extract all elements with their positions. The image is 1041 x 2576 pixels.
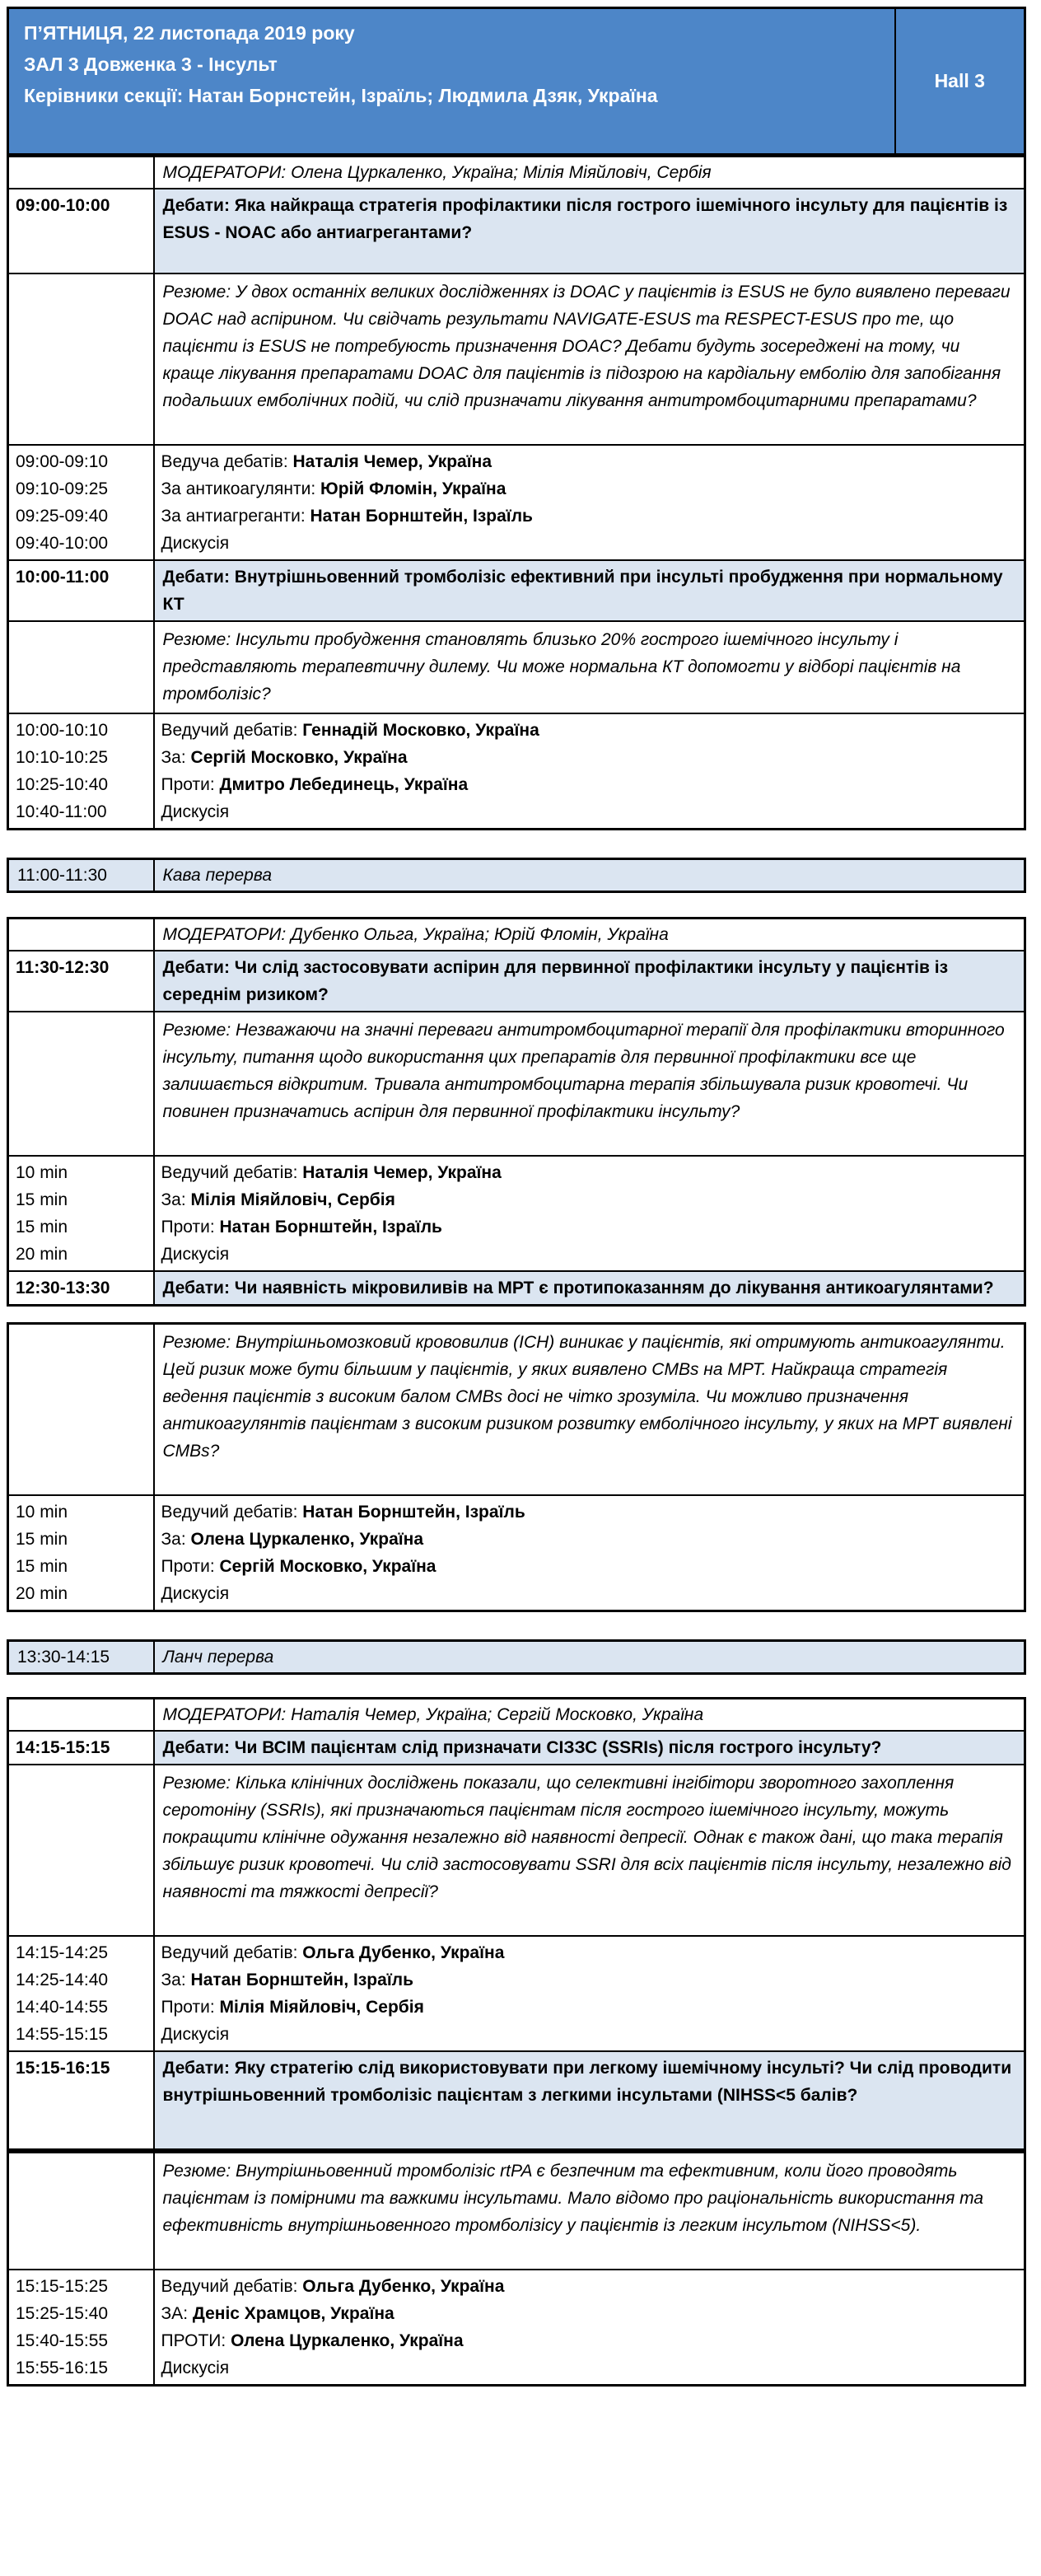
speaker-name: Мілія Міяйловіч, Сербія: [190, 1190, 395, 1209]
speakers-row: [8, 713, 1025, 830]
debate-title: Дебати: Чи слід застосовувати аспірин для первинної профілактики інсульту у пацієнтів із середнім ризиком?: [154, 951, 1025, 1012]
lunch-break-table: [7, 1639, 1026, 1675]
session-table-mrt-debate: [7, 1322, 1026, 1612]
speaker-time: 10 min: [16, 1162, 68, 1182]
speaker-name: Деніс Храмцов, Україна: [192, 2303, 394, 2323]
speaker-time: 10:10-10:25: [16, 747, 109, 767]
resume-text: Резюме: Інсульти пробудження становлять близько 20% гострого ішемічного інсульту і представляють терапевтичну дилему. Чи може нормальна КТ допомогти у відборі пацієнтів на тромболізіс?: [154, 621, 1025, 713]
speakers-row: [8, 2270, 1025, 2386]
speaker-role: ЗА:: [161, 2303, 193, 2323]
speaker-line: [161, 798, 1018, 825]
time-cell: [8, 1012, 154, 1156]
moderators-row: [8, 156, 1025, 189]
debate-time: 11:30-12:30: [8, 951, 154, 1012]
break-label: Ланч перерва: [154, 1640, 1025, 1673]
resume-text: Резюме: У двох останніх великих дослідженнях із DOAC у пацієнтів із ESUS не було виявлено переваги DOAC над аспірином. Чи свідчать результати NAVIGATE-ESUS та RESPECT-ESUS про те, що пацієнти із ESUS не потребуюсть призначення DOAC? Дебати будуть зосереджені на тому, чи краще лікування препаратами DOAC для пацієнтів із підозрою на кардіальну емболію для запобігання подальших емболічних подій, чи слід призначати лікування антитромбоцитарними препаратами?: [154, 273, 1025, 445]
time-cell: [8, 1765, 154, 1936]
session-table-afternoon: [7, 1697, 1026, 2151]
header-row: [8, 8, 1025, 154]
speaker-times: [8, 2270, 154, 2386]
speaker-line: [161, 1553, 1018, 1580]
speaker-time: 14:55-15:15: [16, 2024, 109, 2044]
speaker-time: 10:40-11:00: [16, 802, 107, 821]
debate-row: [8, 1271, 1025, 1306]
speaker-time: 14:15-14:25: [16, 1943, 109, 1962]
speaker-time: 15 min: [16, 1190, 68, 1209]
speaker-line: [161, 717, 1018, 744]
speaker-times: [8, 445, 154, 560]
resume-row: [8, 1012, 1025, 1156]
debate-title: Дебати: Чи наявність мікровиливів на МРТ є протипоказанням до лікування антикоагулянтами?: [154, 1271, 1025, 1306]
spacer: [7, 830, 1033, 858]
debate-row: [8, 951, 1025, 1012]
speaker-lines: [154, 713, 1025, 830]
time-cell: [8, 621, 154, 713]
speaker-name: Натан Борнштейн, Ізраїль: [310, 506, 533, 526]
speaker-time: 10:25-10:40: [16, 774, 109, 794]
speaker-line: [161, 2354, 1018, 2382]
speaker-name: Олена Цуркаленко, Україна: [190, 1529, 424, 1549]
header-chairs: Керівники секції: Натан Борнстейн, Ізраїль; Людмила Дзяк, Україна: [24, 85, 658, 106]
speaker-lines: [154, 2270, 1025, 2386]
debate-row: [8, 2051, 1025, 2150]
speaker-role: Проти:: [161, 1217, 220, 1237]
resume-text: Резюме: Внутрішньомозковий крововилив (ICH) виникає у пацієнтів, які отримують антикоагулянти. Цей ризик може бути більшим у пацієнтів, у яких виявлено CMBs на МРТ. Найкраща стратегія ведення пацієнтів з високим балом CMBs досі не чітко зрозуміла. Чи можливо призначення антикоагулянтів пацієнтам з високим ризиком розвитку емболічного інсульту, у яких на МРТ виявлені CMBs?: [154, 1323, 1025, 1495]
speaker-name: Дмитро Лебединець, Україна: [219, 774, 469, 794]
speaker-role: За:: [161, 747, 191, 767]
speaker-line: [161, 475, 1018, 503]
moderators-row: [8, 918, 1025, 951]
hall-label: Hall 3: [895, 8, 1025, 154]
header-hall-topic: ЗАЛ 3 Довженка 3 - Інсульт: [24, 54, 278, 75]
time-cell: [8, 1323, 154, 1495]
speaker-name: Олена Цуркаленко, Україна: [231, 2331, 464, 2350]
speaker-role: За:: [161, 1970, 191, 1989]
coffee-break-table: [7, 858, 1026, 893]
speaker-time: 09:00-09:10: [16, 451, 109, 471]
debate-row: [8, 560, 1025, 621]
resume-text: Резюме: Незважаючи на значні переваги антитромбоцитарної терапії для профілактики вторинного інсульту, питання щодо використання цих препаратів для первинної профілактики все ще залишається відкритим. Тривала антитромбоцитарна терапія збільшувала ризик кровотечі. Чи повинен призначатись аспірин для первинної профілактики інсульту?: [154, 1012, 1025, 1156]
speaker-name: Натан Борнштейн, Ізраїль: [190, 1970, 413, 1989]
speaker-line: [161, 2021, 1018, 2048]
break-label: Кава перерва: [154, 858, 1025, 891]
speaker-line: [161, 1526, 1018, 1553]
speaker-time: 09:40-10:00: [16, 533, 109, 553]
speaker-times: [8, 1495, 154, 1611]
speaker-name: Юрій Фломін, Україна: [320, 479, 506, 498]
speaker-line: [161, 744, 1018, 771]
speaker-line: [161, 1966, 1018, 1994]
speaker-time: 20 min: [16, 1583, 68, 1603]
speaker-line: [161, 1186, 1018, 1213]
moderators-row: [8, 1698, 1025, 1731]
debate-time: 09:00-10:00: [8, 189, 154, 273]
speaker-role: Дискусія: [161, 1244, 230, 1264]
debate-time: 12:30-13:30: [8, 1271, 154, 1306]
resume-row: [8, 2152, 1025, 2270]
break-time: 13:30-14:15: [8, 1640, 154, 1673]
moderators-label: МОДЕРАТОРИ: Олена Цуркаленко, Україна; Мілія Міяйловіч, Сербія: [154, 156, 1025, 189]
speaker-time: 15:55-16:15: [16, 2358, 109, 2377]
speaker-role: За:: [161, 1529, 191, 1549]
speaker-role: За антиагреганти:: [161, 506, 310, 526]
moderators-label: МОДЕРАТОРИ: Наталія Чемер, Україна; Сергій Московко, Україна: [154, 1698, 1025, 1731]
speaker-role: Дискусія: [161, 533, 230, 553]
resume-row: [8, 621, 1025, 713]
speaker-name: Геннадій Московко, Україна: [302, 720, 539, 740]
spacer: [7, 1675, 1033, 1697]
speaker-role: Дискусія: [161, 2024, 230, 2044]
speaker-time: 09:25-09:40: [16, 506, 109, 526]
speaker-time: 14:40-14:55: [16, 1997, 109, 2017]
speaker-role: Дискусія: [161, 2358, 230, 2377]
speaker-lines: [154, 1495, 1025, 1611]
time-cell: [8, 2152, 154, 2270]
speaker-times: [8, 1936, 154, 2051]
time-cell: [8, 1698, 154, 1731]
resume-row: [8, 273, 1025, 445]
header-title-cell: [8, 8, 895, 154]
speaker-name: Наталія Чемер, Україна: [292, 451, 492, 471]
speaker-line: [161, 530, 1018, 557]
speaker-role: Проти:: [161, 774, 220, 794]
debate-time: 14:15-15:15: [8, 1731, 154, 1765]
speaker-role: Дискусія: [161, 1583, 230, 1603]
speaker-line: [161, 1939, 1018, 1966]
session-table-mild-stroke: [7, 2151, 1026, 2387]
speaker-role: Ведучий дебатів:: [161, 1162, 303, 1182]
speaker-role: Ведучий дебатів:: [161, 2276, 303, 2296]
speaker-time: 15:25-15:40: [16, 2303, 109, 2323]
resume-text: Резюме: Кілька клінічних досліджень показали, що селективні інгібітори зворотного захоплення серотоніну (SSRIs), які призначаються пацієнтам після гострого ішемічного інсульту, можуть покращити клінічне одужання незалежно від наявності депресії. Однак є також дані, що така терапія збільшує ризик кровотечі. Чи слід застосовувати SSRI для всіх пацієнтів після інсульту, незалежно від наявності та тяжкості депресії?: [154, 1765, 1025, 1936]
time-cell: [8, 156, 154, 189]
coffee-break-row: [8, 858, 1025, 891]
speaker-role: Проти:: [161, 1997, 220, 2017]
debate-row: [8, 189, 1025, 273]
speaker-time: 10:00-10:10: [16, 720, 109, 740]
speaker-name: Ольга Дубенко, Україна: [302, 2276, 505, 2296]
speaker-times: [8, 1156, 154, 1271]
speaker-time: 15:40-15:55: [16, 2331, 109, 2350]
speaker-time: 20 min: [16, 1244, 68, 1264]
header-date: П’ЯТНИЦЯ, 22 листопада 2019 року: [24, 22, 355, 44]
session-table-morning: [7, 155, 1026, 830]
speaker-role: Ведучий дебатів:: [161, 1502, 303, 1522]
speaker-line: [161, 1498, 1018, 1526]
speaker-lines: [154, 445, 1025, 560]
debate-time: 15:15-16:15: [8, 2051, 154, 2150]
resume-row: [8, 1765, 1025, 1936]
speaker-role: Проти:: [161, 1556, 220, 1576]
spacer: [7, 1307, 1033, 1322]
speaker-role: За антикоагулянти:: [161, 479, 321, 498]
speaker-line: [161, 1159, 1018, 1186]
debate-title: Дебати: Яку стратегію слід використовувати при легкому ішемічному інсульті? Чи слід проводити внутрішньовенний тромболізіс пацієнтам з легкими інсультами (NIHSS<5 балів?: [154, 2051, 1025, 2150]
speaker-line: [161, 2300, 1018, 2327]
debate-title: Дебати: Чи ВСІМ пацієнтам слід призначати СІЗЗС (SSRIs) після гострого інсульту?: [154, 1731, 1025, 1765]
speaker-time: 09:10-09:25: [16, 479, 109, 498]
resume-row: [8, 1323, 1025, 1495]
moderators-label: МОДЕРАТОРИ: Дубенко Ольга, Україна; Юрій Фломін, Україна: [154, 918, 1025, 951]
time-cell: [8, 918, 154, 951]
break-time: 11:00-11:30: [8, 858, 154, 891]
speakers-row: [8, 1936, 1025, 2051]
speaker-name: Сергій Московко, Україна: [190, 747, 408, 767]
speaker-role: Дискусія: [161, 802, 230, 821]
speaker-role: За:: [161, 1190, 191, 1209]
speaker-line: [161, 503, 1018, 530]
speaker-lines: [154, 1156, 1025, 1271]
schedule-header: [7, 7, 1026, 155]
speaker-time: 15 min: [16, 1556, 68, 1576]
debate-row: [8, 1731, 1025, 1765]
speaker-line: [161, 2273, 1018, 2300]
speaker-name: Наталія Чемер, Україна: [302, 1162, 502, 1182]
speaker-time: 15 min: [16, 1217, 68, 1237]
debate-time: 10:00-11:00: [8, 560, 154, 621]
speaker-role: Ведуча дебатів:: [161, 451, 293, 471]
spacer: [7, 893, 1033, 917]
speaker-line: [161, 1213, 1018, 1241]
time-cell: [8, 273, 154, 445]
session-table-midday: [7, 917, 1026, 1307]
speaker-lines: [154, 1936, 1025, 2051]
speaker-time: 10 min: [16, 1502, 68, 1522]
speakers-row: [8, 1495, 1025, 1611]
speaker-line: [161, 1994, 1018, 2021]
speaker-name: Сергій Московко, Україна: [219, 1556, 436, 1576]
speaker-role: Ведучий дебатів:: [161, 1943, 303, 1962]
speaker-name: Мілія Міяйловіч, Сербія: [219, 1997, 424, 2017]
speaker-line: [161, 2327, 1018, 2354]
speaker-time: 15 min: [16, 1529, 68, 1549]
debate-title: Дебати: Внутрішньовенний тромболізіс ефективний при інсульті пробудження при нормальному КТ: [154, 560, 1025, 621]
speaker-times: [8, 713, 154, 830]
speaker-line: [161, 448, 1018, 475]
speaker-time: 15:15-15:25: [16, 2276, 109, 2296]
lunch-break-row: [8, 1640, 1025, 1673]
speaker-line: [161, 1241, 1018, 1268]
speaker-name: Натан Борнштейн, Ізраїль: [219, 1217, 442, 1237]
speaker-role: ПРОТИ:: [161, 2331, 231, 2350]
speakers-row: [8, 1156, 1025, 1271]
debate-title: Дебати: Яка найкраща стратегія профілактики після гострого ішемічного інсульту для пацієнтів із ESUS - NOAC або антиагрегантами?: [154, 189, 1025, 273]
resume-text: Резюме: Внутрішньовенний тромболізіс rtPA є безпечним та ефективним, коли його проводять пацієнтам із помірними та важкими інсультами. Мало відомо про раціональність використання та ефективність внутрішньовенного тромболізісу у пацієнтів із легким інсультом (NIHSS<5).: [154, 2152, 1025, 2270]
speaker-line: [161, 1580, 1018, 1607]
speakers-row: [8, 445, 1025, 560]
speaker-role: Ведучий дебатів:: [161, 720, 303, 740]
speaker-time: 14:25-14:40: [16, 1970, 109, 1989]
speaker-name: Натан Борнштейн, Ізраїль: [302, 1502, 525, 1522]
spacer: [7, 1612, 1033, 1639]
speaker-name: Ольга Дубенко, Україна: [302, 1943, 505, 1962]
speaker-line: [161, 771, 1018, 798]
